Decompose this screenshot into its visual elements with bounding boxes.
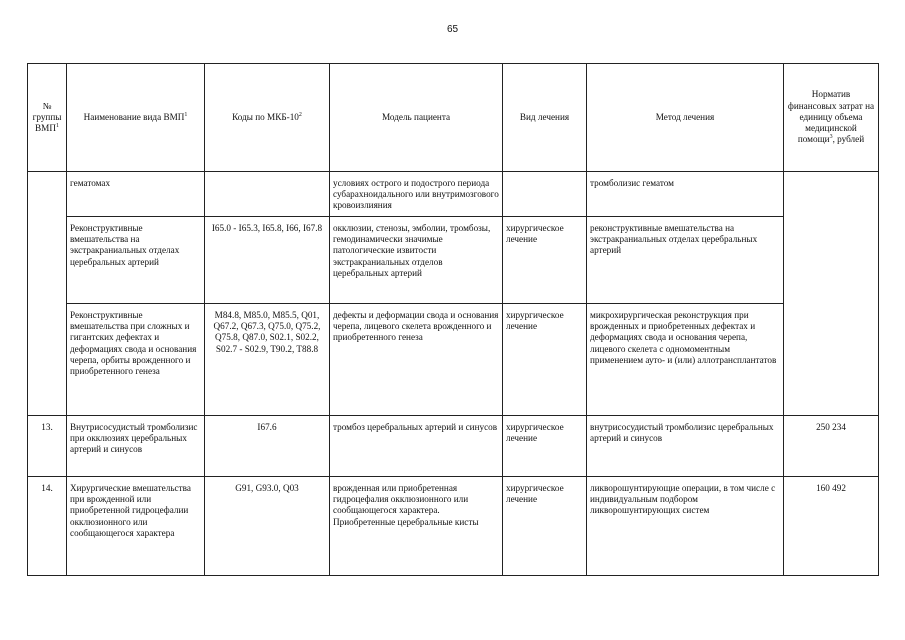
cell-treatment-type: хирургическое лечение: [503, 217, 587, 304]
cell-treatment-type: хирургическое лечение: [503, 416, 587, 477]
cell-treatment-method: ликворошунтирующие операции, в том числе с индивидуальным подбором ликворошунтирующих систем: [587, 477, 784, 576]
header-vmp-name: Наименование вида ВМП$^1$: [67, 64, 205, 172]
table-row: [28, 416, 879, 477]
cell-patient-model: тромбоз церебральных артерий и синусов: [330, 416, 503, 477]
header-treatment-type: Вид лечения: [503, 64, 587, 172]
cell-treatment-method: реконструктивные вмешательства на экстракраниальных отделах церебральных артерий: [587, 217, 784, 304]
cell-treatment-type: хирургическое лечение: [503, 477, 587, 576]
header-patient-model: Модель пациента: [330, 64, 503, 172]
cell-treatment-method: внутрисосудистый тромболизис церебральных артерий и синусов: [587, 416, 784, 477]
page-number: 65: [446, 24, 459, 35]
header-cost-standard: Норматив финансовых затрат на единицу объема медицинской помощи$^3$, рублей: [784, 64, 879, 172]
header-group-number: № группы ВМП$^1$: [28, 64, 67, 172]
table-row: [28, 217, 879, 304]
table-row: [28, 304, 879, 416]
cell-icd-codes: I67.6: [205, 416, 330, 477]
cell-icd-codes: M84.8, M85.0, M85.5, Q01, Q67.2, Q67.3, Q75.0, Q75.2, Q75.8, Q87.0, S02.1, S02.2, S02.7 - S02.9, T90.2, T88.8: [205, 304, 330, 416]
cell-group-number: 14.: [28, 477, 67, 576]
cell-icd-codes: [205, 172, 330, 217]
cell-cost-standard: 160 492: [784, 477, 879, 576]
cell-patient-model: дефекты и деформации свода и основания черепа, лицевого скелета врожденного и приобретенного генеза: [330, 304, 503, 416]
cell-vmp-name: Внутрисосудистый тромболизис при окклюзиях церебральных артерий и синусов: [67, 416, 205, 477]
cell-vmp-name: Реконструктивные вмешательства при сложных и гигантских дефектах и деформациях свода и основания черепа, орбиты врожденного и приобретенного генеза: [67, 304, 205, 416]
cell-treatment-method: микрохирургическая реконструкция при врожденных и приобретенных дефектах и деформациях свода и основания черепа, лицевого скелета с одномоментным применением ауто- и (или) аллотрансплантатов: [587, 304, 784, 416]
cell-patient-model: врожденная или приобретенная гидроцефалия окклюзионного или сообщающегося характера. Приобретенные церебральные кисты: [330, 477, 503, 576]
cell-patient-model: окклюзии, стенозы, эмболии, тромбозы, гемодинамически значимые патологические извитости экстракраниальных отделов церебральных артерий: [330, 217, 503, 304]
table-header-row: [28, 64, 879, 172]
cell-icd-codes: I65.0 - I65.3, I65.8, I66, I67.8: [205, 217, 330, 304]
cell-treatment-type: [503, 172, 587, 217]
cell-group-number: [28, 172, 67, 416]
header-icd-codes: Коды по МКБ-$10^2$: [205, 64, 330, 172]
table-row: [28, 172, 879, 217]
cell-cost-standard: [784, 172, 879, 416]
table-row: [28, 477, 879, 576]
cell-treatment-method: тромболизис гематом: [587, 172, 784, 217]
cell-patient-model: условиях острого и подострого периода субарахноидального или внутримозгового кровоизлияния: [330, 172, 503, 217]
cell-vmp-name: Хирургические вмешательства при врожденной или приобретенной гидроцефалии окклюзионного или сообщающегося характера: [67, 477, 205, 576]
cell-vmp-name: гематомах: [67, 172, 205, 217]
cell-treatment-type: хирургическое лечение: [503, 304, 587, 416]
cell-cost-standard: 250 234: [784, 416, 879, 477]
cell-vmp-name: Реконструктивные вмешательства на экстракраниальных отделах церебральных артерий: [67, 217, 205, 304]
cell-group-number: 13.: [28, 416, 67, 477]
header-treatment-method: Метод лечения: [587, 64, 784, 172]
vmp-table: [27, 63, 879, 576]
cell-icd-codes: G91, G93.0, Q03: [205, 477, 330, 576]
